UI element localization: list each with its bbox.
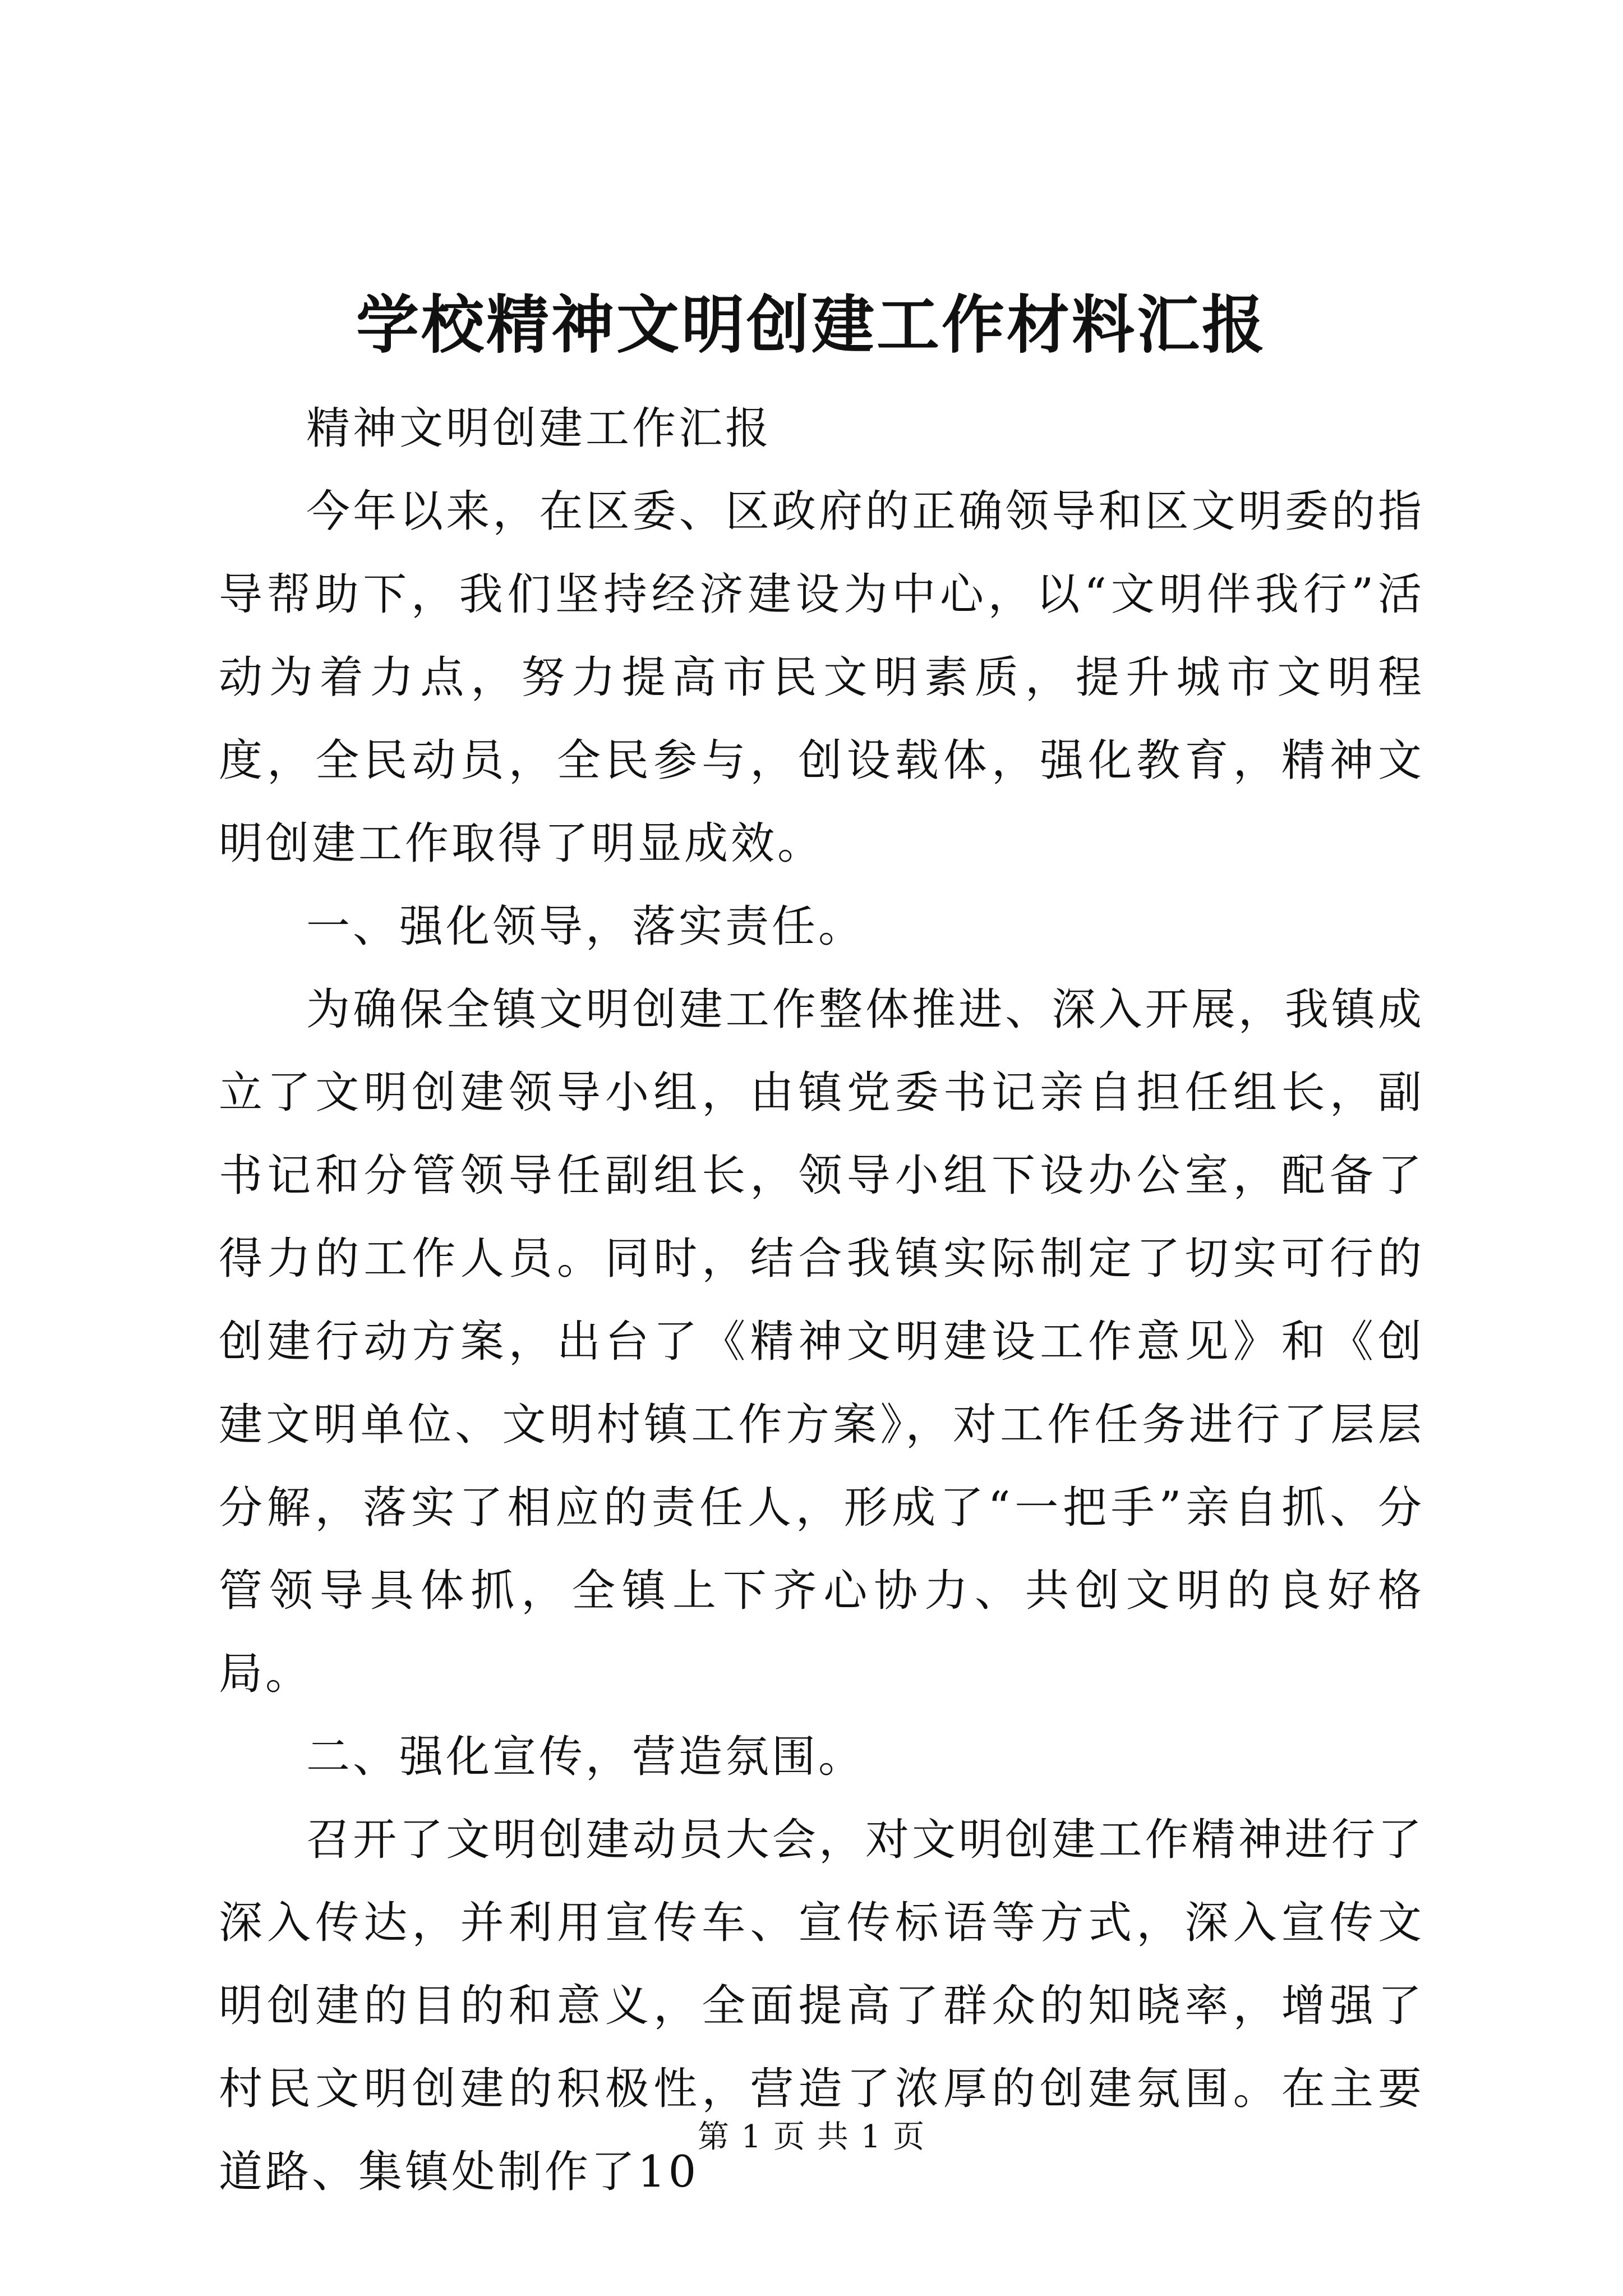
paragraph-subtitle: 精神文明创建工作汇报: [306, 403, 772, 454]
paragraph-section-2: 召开了文明创建动员大会，对文明创建工作精神进行了深入传达，并利用宣传车、宣传标语等方式，深入宣传文明创建的目的和意义，全面提高了群众的知晓率，增强了村民文明创建的积极性，营造了浓厚的创建氛围。在主要道路、集镇处制作了10: [219, 1815, 1424, 2197]
page-footer: 第 1 页 共 1 页: [697, 2119, 926, 2155]
document-title: 学校精神文明创建工作材料汇报: [356, 288, 1267, 362]
paragraph-section-1: 为确保全镇文明创建工作整体推进、深入开展，我镇成立了文明创建领导小组，由镇党委书记亲自担任组长，副书记和分管领导任副组长，领导小组下设办公室，配备了得力的工作人员。同时，结合我镇实际制定了切实可行的创建行动方案，出台了《精神文明建设工作意见》和《创建文明单位、文明村镇工作方案》，对工作任务进行了层层分解，落实了相应的责任人，形成了“一把手”亲自抓、分管领导具体抓，全镇上下齐心协力、共创文明的良好格局。: [219, 984, 1424, 1699]
section-heading-2: 二、强化宣传，营造氛围。: [306, 1732, 865, 1782]
section-heading-1: 一、强化领导，落实责任。: [306, 901, 865, 952]
document-body: [219, 387, 1424, 2214]
paragraph-intro: 今年以来，在区委、区政府的正确领导和区文明委的指导帮助下，我们坚持经济建设为中心，以“文明伴我行”活动为着力点，努力提高市民文明素质，提升城市文明程度，全民动员，全民参与，创设载体，强化教育，精神文明创建工作取得了明显成效。: [219, 486, 1424, 869]
